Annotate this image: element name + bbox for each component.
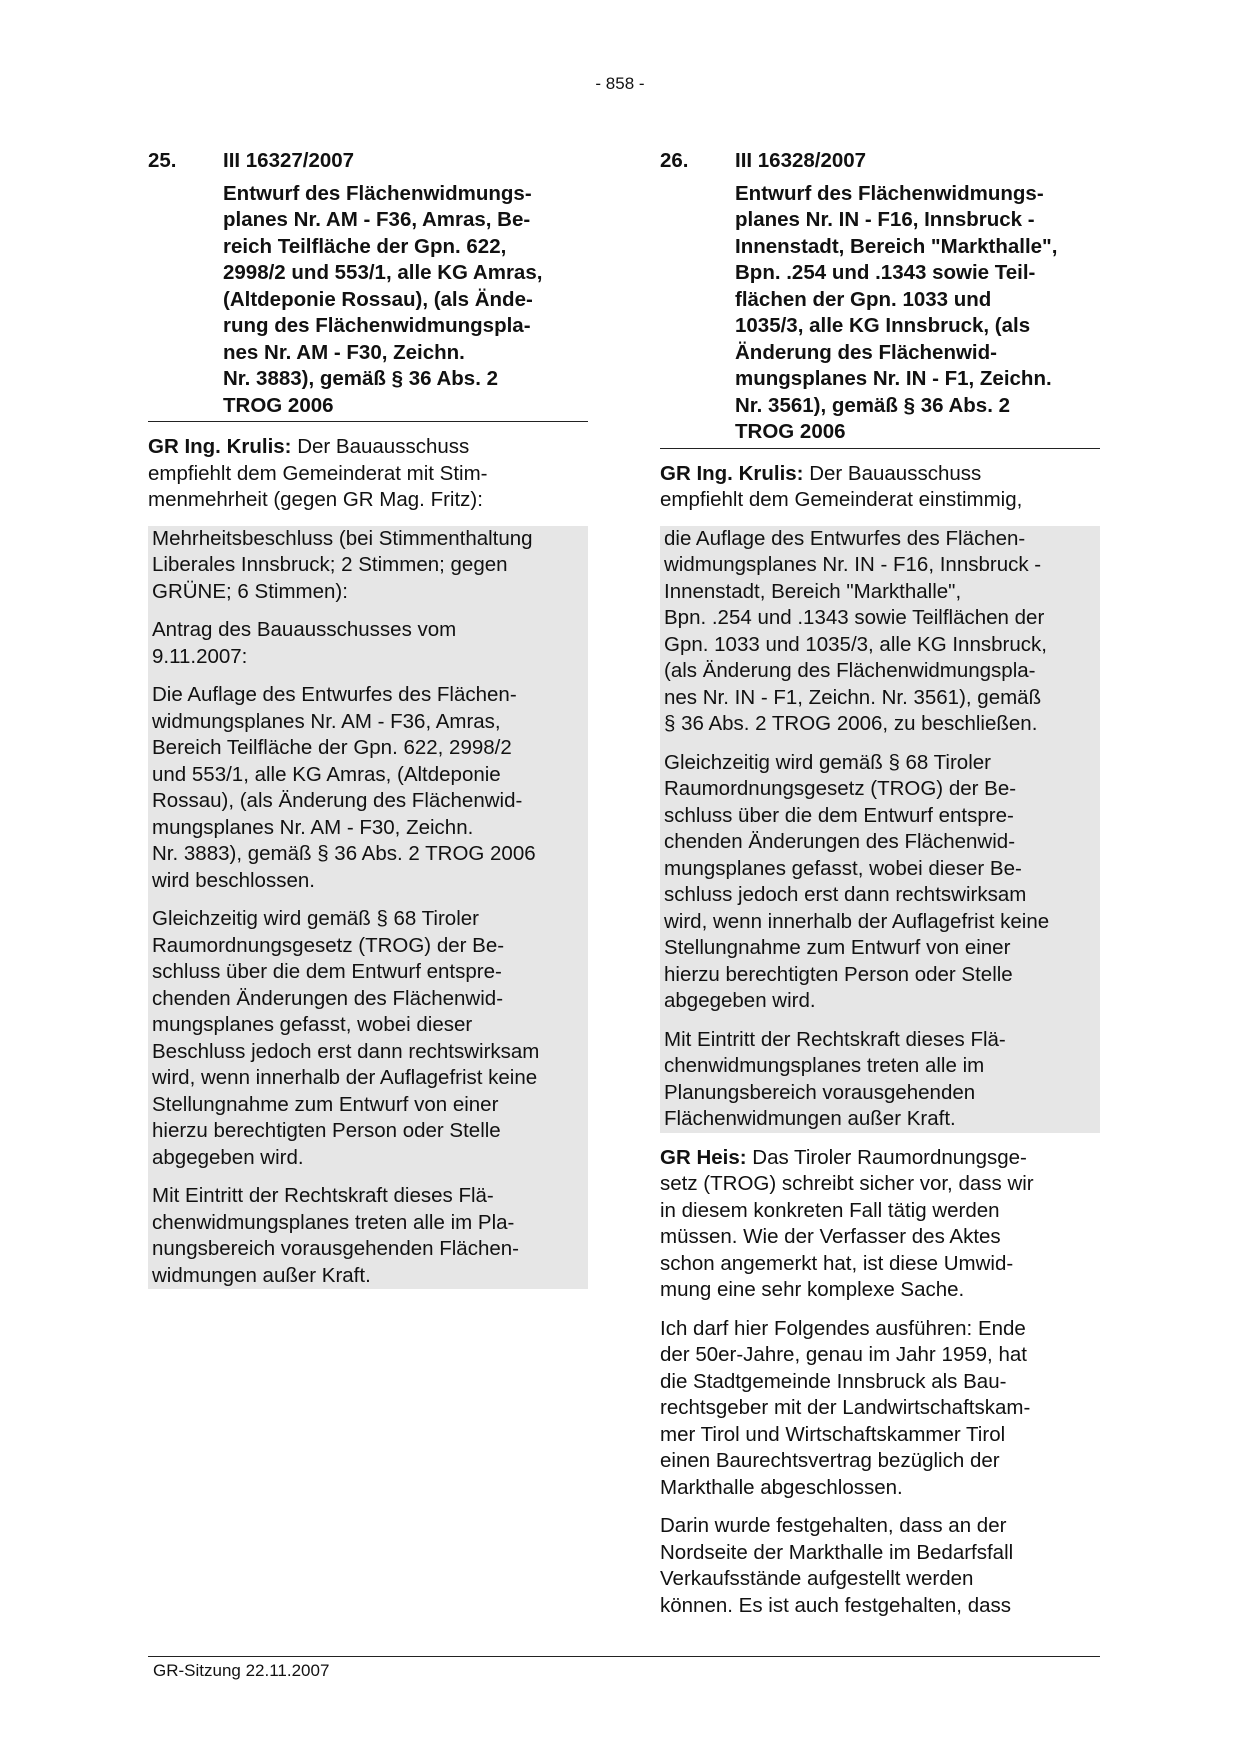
speaker-name: GR Ing. Krulis: bbox=[148, 435, 292, 458]
speaker-name: GR Ing. Krulis: bbox=[660, 461, 804, 485]
resolution-block bbox=[148, 526, 588, 1290]
speaker-statement: GR Heis: Das Tiroler Raumordnungsge- setz (TROG) schreibt sicher vor, dass wir in diesem konkreten Fall tätig werden müssen. Wie der Verfasser des Aktes schon angemerkt hat, ist diese Umwid- mung eine sehr komplexe Sache. bbox=[660, 1145, 1034, 1301]
resolution-paragraph: die Auflage des Entwurfes des Flächen- widmungsplanes Nr. IN - F16, Innsbruck - Innenstadt, Bereich "Markthalle", Bpn. .254 und .1343 sowie Teilflächen der Gpn. 1033 und 1035/3, alle KG Innsbruck, (als Änderung des Flächenwidmungspla- nes Nr. IN - F1, Zeichn. Nr. 3561), gemäß § 36 Abs. 2 TROG 2006, zu beschließen. bbox=[664, 526, 1047, 735]
resolution-paragraph: Gleichzeitig wird gemäß § 68 Tiroler Raumordnungsgesetz (TROG) der Be- schluss über die dem Entwurf entspre- chenden Änderungen des Flächenwid- mungsplanes gefasst, wobei dieser Be- schluss jedoch erst dann rechtswirksam wird, wenn innerhalb der Auflagefrist keine Stellungnahme zum Entwurf von einer hierzu berechtigten Person oder Stelle abgegeben wird. bbox=[664, 750, 1050, 1012]
item-heading bbox=[660, 148, 1100, 175]
body-paragraph: Ich darf hier Folgendes ausführen: Ende der 50er-Jahre, genau im Jahr 1959, hat die Stadtgemeinde Innsbruck als Bau- rechtsgeber mit der Landwirtschaftskam- mer Tirol und Wirtschaftskammer Tirol einen Baurechtsvertrag bezüglich der Markthalle abgeschlossen. bbox=[660, 1316, 1031, 1499]
page-number: - 858 - bbox=[595, 74, 645, 93]
item-reference: III 16327/2007 bbox=[223, 149, 355, 172]
speaker-statement: GR Ing. Krulis: Der Bauausschuss empfiehlt dem Gemeinderat mit Stim- menmehrheit (gegen GR Mag. Fritz): bbox=[148, 435, 488, 511]
agenda-item-26 bbox=[660, 148, 1100, 1619]
item-subject: Entwurf des Flächenwidmungs- planes Nr. IN - F16, Innsbruck - Innenstadt, Bereich "Markthalle", Bpn. .254 und .1343 sowie Teil- flächen der Gpn. 1033 und 1035/3, alle KG Innsbruck, (als Änderung des Flächenwid- mungsplanes Nr. IN - F1, Zeichn. Nr. 3561), gemäß § 36 Abs. 2 TROG 2006 bbox=[660, 181, 1100, 449]
speaker-name: GR Heis: bbox=[660, 1145, 747, 1169]
agenda-item-25 bbox=[148, 148, 588, 1289]
footer-session-date: GR-Sitzung 22.11.2007 bbox=[153, 1661, 330, 1680]
resolution-paragraph: Gleichzeitig wird gemäß § 68 Tiroler Raumordnungsgesetz (TROG) der Be- schluss über die dem Entwurf entspre- chenden Änderungen des Flächenwid- mungsplanes gefasst, wobei dieser Beschluss jedoch erst dann rechtswirksam wird, wenn innerhalb der Auflagefrist keine Stellungnahme zum Entwurf von einer hierzu berechtigten Person oder Stelle abgegeben wird. bbox=[152, 907, 540, 1169]
body-paragraph: Darin wurde festgehalten, dass an der Nordseite der Markthalle im Bedarfsfall Verkaufsstände aufgestellt werden können. Es ist auch festgehalten, dass bbox=[660, 1514, 1014, 1617]
item-number: 26. bbox=[660, 149, 689, 172]
resolution-paragraph: Mehrheitsbeschluss (bei Stimmenthaltung Liberales Innsbruck; 2 Stimmen; gegen GRÜNE; 6 Stimmen): bbox=[152, 526, 533, 603]
item-number: 25. bbox=[148, 149, 177, 172]
item-reference: III 16328/2007 bbox=[735, 149, 867, 172]
footer-divider bbox=[148, 1656, 1100, 1657]
speaker-statement: GR Ing. Krulis: Der Bauausschuss empfiehlt dem Gemeinderat einstimmig, bbox=[660, 461, 1023, 511]
resolution-paragraph: Die Auflage des Entwurfes des Flächen- widmungsplanes Nr. AM - F36, Amras, Bereich Teilfläche der Gpn. 622, 2998/2 und 553/1, alle KG Amras, (Altdeponie Rossau), (als Änderung des Flächenwid- mungsplanes Nr. AM - F30, Zeichn. Nr. 3883), gemäß § 36 Abs. 2 TROG 2006 wird beschlossen. bbox=[152, 683, 536, 892]
resolution-paragraph: Mit Eintritt der Rechtskraft dieses Flä- chenwidmungsplanes treten alle im Pla- nungsbereich vorausgehenden Flächen- widmungen außer Kraft. bbox=[152, 1184, 519, 1287]
resolution-paragraph: Mit Eintritt der Rechtskraft dieses Flä- chenwidmungsplanes treten alle im Planungsbereich vorausgehenden Flächenwidmungen außer Kraft. bbox=[664, 1027, 1006, 1130]
resolution-paragraph: Antrag des Bauausschusses vom 9.11.2007: bbox=[152, 618, 457, 668]
item-subject: Entwurf des Flächenwidmungs- planes Nr. AM - F36, Amras, Be- reich Teilfläche der Gpn. 622, 2998/2 und 553/1, alle KG Amras, (Altdeponie Rossau), (als Ände- rung des Flächenwidmungspla- nes Nr. AM - F30, Zeichn. Nr. 3883), gemäß § 36 Abs. 2 TROG 2006 bbox=[148, 181, 588, 423]
resolution-block bbox=[660, 526, 1100, 1133]
item-heading bbox=[148, 148, 588, 175]
